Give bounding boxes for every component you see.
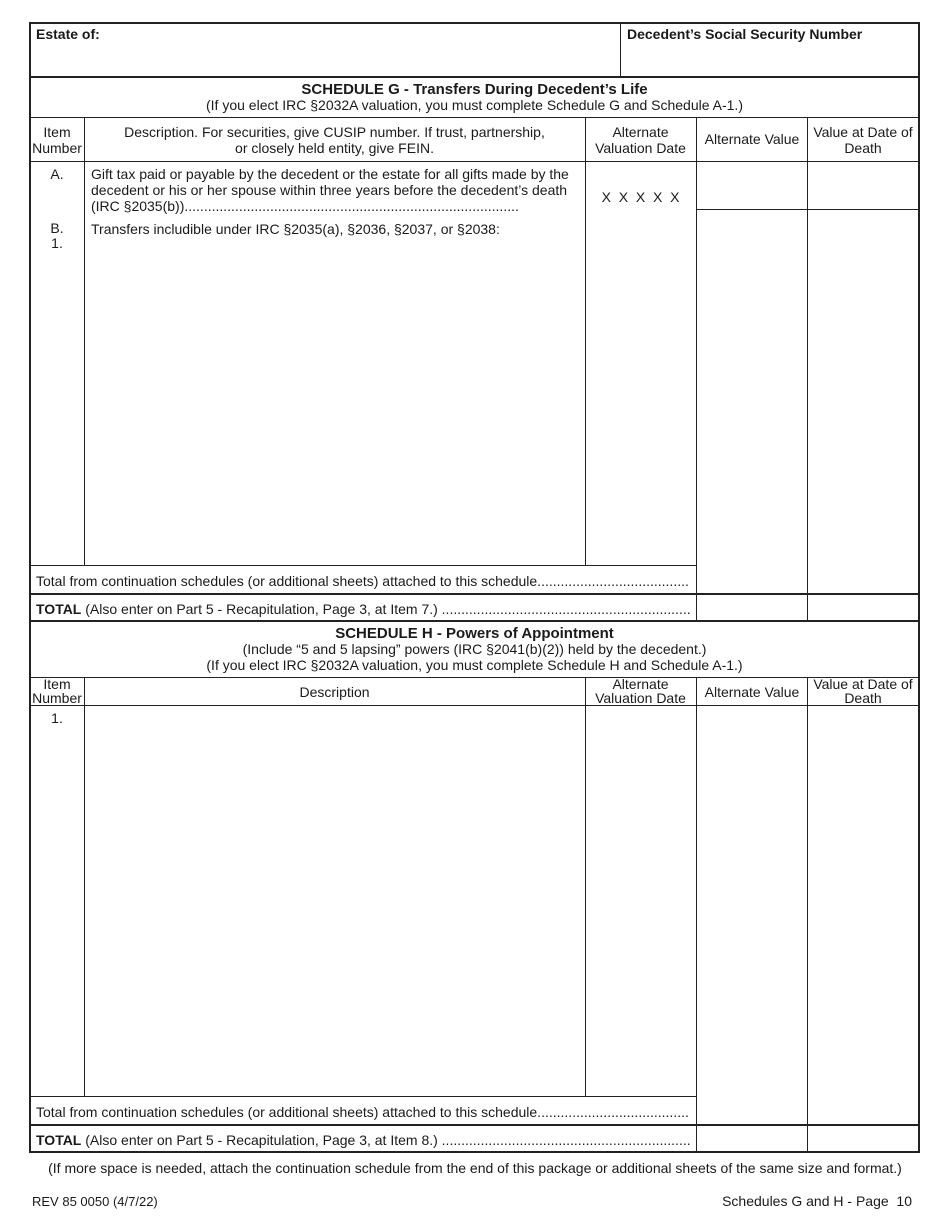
- g-item-b-description: Transfers includible under IRC §2035(a), §2036, §2037, or §2038:: [91, 221, 500, 237]
- page-label: Schedules G and H - Page 10: [722, 1193, 912, 1209]
- h-col-alt-value: Alternate Value: [704, 684, 800, 700]
- g-col-alt-value: Alternate Value: [704, 131, 800, 147]
- g-total-alt-value-field[interactable]: [699, 597, 805, 617]
- g-total-value-death-field[interactable]: [810, 597, 916, 617]
- h-description-field[interactable]: [88, 710, 582, 1092]
- g-col-alt-date: Alternate Valuation Date: [595, 124, 686, 156]
- h-col-description: Description: [299, 684, 370, 700]
- form-id: REV 85 0050 (4/7/22): [32, 1194, 158, 1209]
- ssn-field[interactable]: [627, 46, 913, 72]
- ssn-label: Decedent’s Social Security Number: [627, 26, 863, 42]
- h-total-alt-value-field[interactable]: [699, 1128, 805, 1148]
- g-item-a-alt-value-field[interactable]: [699, 164, 805, 207]
- footer-note: (If more space is needed, attach the continuation schedule from the end of this package or additional sheets of the same size and format.): [48, 1160, 902, 1176]
- g-col-value-death: Value at Date of Death: [813, 124, 913, 156]
- h-total-value-death-field[interactable]: [810, 1128, 916, 1148]
- h-col-value-death: Value at Date of Death: [813, 676, 913, 706]
- h-item-1-number: 1.: [51, 710, 63, 726]
- g-item-a-description: Gift tax paid or payable by the decedent or the estate for all gifts made by the decedent or his or her spouse within three years before the decedent’s death (IRC §2035(b))......................................................................................: [91, 166, 569, 214]
- g-item-b-number: B. 1.: [50, 220, 64, 251]
- h-total-label: TOTAL (Also enter on Part 5 - Recapitulation, Page 3, at Item 8.) ................................................................: [36, 1132, 691, 1148]
- g-col-item-number: Item Number: [32, 124, 82, 156]
- h-col-item-number: Item Number: [32, 676, 82, 706]
- g-col-description: Description. For securities, give CUSIP number. If trust, partnership, or closely held entity, give FEIN.: [124, 124, 545, 156]
- schedule-h-title: SCHEDULE H - Powers of Appointment: [335, 625, 614, 642]
- schedule-h-subtitle-2: (If you elect IRC §2032A valuation, you must complete Schedule H and Schedule A-1.): [206, 657, 743, 673]
- g-item-a-value-death-field[interactable]: [810, 164, 916, 207]
- estate-name-field[interactable]: [36, 46, 614, 72]
- g-continuation-total-label: Total from continuation schedules (or additional sheets) attached to this schedule.......................................: [36, 573, 689, 589]
- g-total-label: TOTAL (Also enter on Part 5 - Recapitulation, Page 3, at Item 7.) ................................................................: [36, 601, 691, 617]
- g-item-a-number: A.: [50, 166, 64, 182]
- g-item-a-alt-date-fill: X X X X X: [601, 189, 680, 205]
- h-col-alt-date: Alternate Valuation Date: [595, 676, 686, 706]
- schedule-h-subtitle-1: (Include “5 and 5 lapsing” powers (IRC §2041(b)(2)) held by the decedent.): [242, 641, 707, 657]
- estate-label: Estate of:: [36, 26, 100, 42]
- g-item-b-entries-field[interactable]: [88, 245, 582, 561]
- schedule-g-title: SCHEDULE G - Transfers During Decedent’s Life: [301, 81, 648, 98]
- schedule-g-subtitle: (If you elect IRC §2032A valuation, you must complete Schedule G and Schedule A-1.): [206, 97, 743, 113]
- h-continuation-total-label: Total from continuation schedules (or additional sheets) attached to this schedule.......................................: [36, 1104, 689, 1120]
